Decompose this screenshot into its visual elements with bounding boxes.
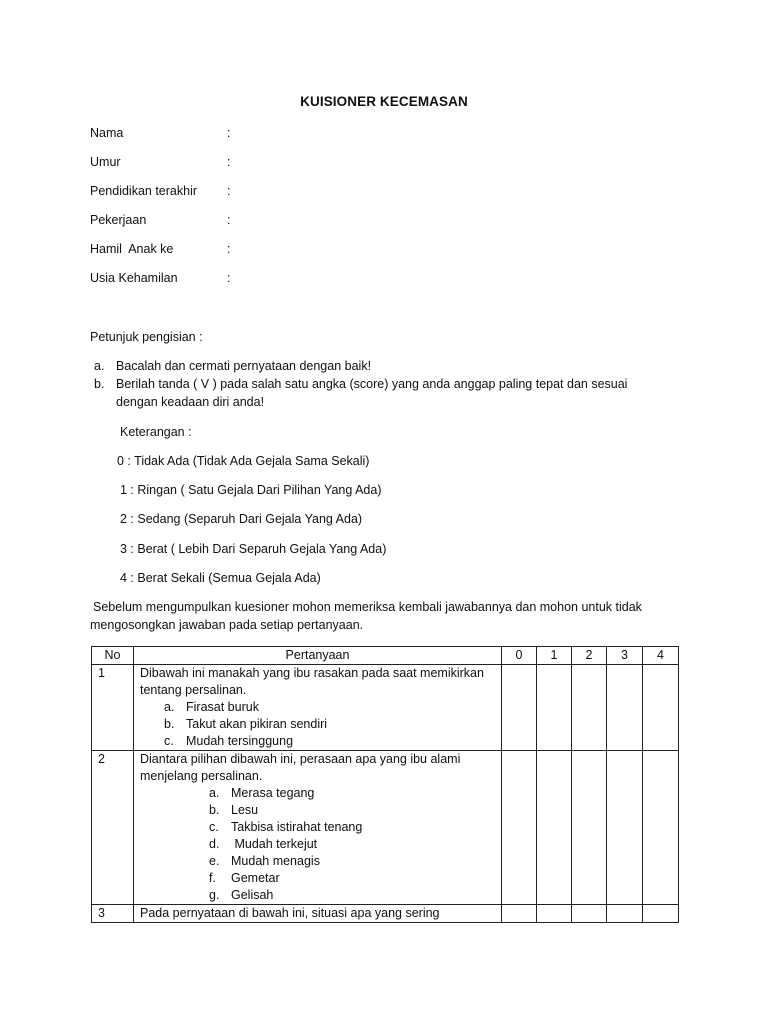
header-score-3: 3: [607, 647, 643, 665]
question-cell: [134, 905, 502, 923]
score-cell-0[interactable]: [502, 905, 537, 923]
field-colon: :: [227, 184, 231, 198]
row-number: 3: [92, 905, 134, 923]
instruction-text: Bacalah dan cermati pernyataan dengan baik!: [116, 359, 372, 373]
score-cell-3[interactable]: [607, 905, 643, 923]
option-text: Gemetar: [231, 871, 280, 885]
instruction-marker: a.: [94, 359, 105, 373]
legend-item-3: 3 : Berat ( Lebih Dari Separuh Gejala Yang Ada): [120, 542, 387, 556]
option-marker: e.: [209, 854, 220, 868]
table-row: [92, 905, 679, 923]
score-cell-1[interactable]: [537, 665, 572, 751]
option-item: [209, 819, 495, 836]
legend-heading: Keterangan :: [120, 425, 192, 439]
field-colon: :: [227, 271, 231, 285]
question-text: Diantara pilihan dibawah ini, perasaan apa yang ibu alami menjelang persalinan.: [140, 752, 461, 783]
header-score-1: 1: [537, 647, 572, 665]
field-pekerjaan: [90, 211, 230, 229]
field-colon: :: [227, 126, 231, 140]
question-text: Dibawah ini manakah yang ibu rasakan pada saat memikirkan tentang persalinan.: [140, 666, 484, 697]
score-cell-0[interactable]: [502, 751, 537, 905]
question-text: Pada pernyataan di bawah ini, situasi apa yang sering: [140, 906, 440, 920]
header-no: No: [92, 647, 134, 665]
option-item: [209, 870, 495, 887]
table-header-row: [92, 647, 679, 665]
instruction-item: [94, 357, 676, 375]
option-item: [209, 802, 495, 819]
question-cell: [134, 751, 502, 905]
option-text: Mudah terkejut: [231, 837, 318, 851]
instruction-text: Berilah tanda ( V ) pada salah satu angka (score) yang anda anggap paling tepat dan sesuai dengan keadaan diri anda!: [116, 377, 628, 409]
option-marker: f.: [209, 871, 216, 885]
header-score-4: 4: [643, 647, 679, 665]
option-item: [209, 887, 495, 904]
option-text: Merasa tegang: [231, 786, 315, 800]
option-text: Mudah menagis: [231, 854, 320, 868]
instruction-item: [94, 375, 671, 411]
option-item: [209, 785, 495, 802]
instructions-heading: Petunjuk pengisian :: [90, 330, 203, 344]
option-marker: g.: [209, 888, 220, 902]
header-pertanyaan: Pertanyaan: [134, 647, 502, 665]
field-label: Nama: [90, 126, 124, 140]
submission-note: Sebelum mengumpulkan kuesioner mohon memeriksa kembali jawabannya dan mohon untuk tidak mengosongkan jawaban pada setiap pertanyaan.: [90, 600, 642, 632]
field-colon: :: [227, 242, 231, 256]
legend-item-0: 0 : Tidak Ada (Tidak Ada Gejala Sama Sekali): [117, 454, 370, 468]
field-label: Pekerjaan: [90, 213, 147, 227]
score-cell-1[interactable]: [537, 751, 572, 905]
field-colon: :: [227, 155, 231, 169]
field-label: Pendidikan terakhir: [90, 184, 198, 198]
option-item: [209, 853, 495, 870]
option-marker: a.: [164, 700, 175, 714]
instruction-marker: b.: [94, 377, 105, 391]
option-list: [140, 699, 495, 750]
option-text: Firasat buruk: [186, 700, 259, 714]
field-label: Umur: [90, 155, 121, 169]
field-label: Usia Kehamilan: [90, 271, 178, 285]
option-marker: b.: [209, 803, 220, 817]
header-score-2: 2: [572, 647, 607, 665]
option-text: Takbisa istirahat tenang: [231, 820, 363, 834]
field-nama: [90, 124, 230, 142]
field-pendidikan: [90, 182, 230, 200]
table-row: [92, 665, 679, 751]
score-cell-3[interactable]: [607, 751, 643, 905]
field-umur: [90, 153, 230, 171]
document-title: KUISIONER KECEMASAN: [300, 94, 468, 109]
legend-item-4: 4 : Berat Sekali (Semua Gejala Ada): [120, 571, 321, 585]
legend-item-2: 2 : Sedang (Separuh Dari Gejala Yang Ada): [120, 512, 363, 526]
option-list: [140, 785, 495, 904]
option-marker: c.: [209, 820, 219, 834]
option-marker: b.: [164, 717, 175, 731]
row-number: 2: [92, 751, 134, 905]
score-cell-4[interactable]: [643, 665, 679, 751]
row-number: 1: [92, 665, 134, 751]
field-colon: :: [227, 213, 231, 227]
score-cell-2[interactable]: [572, 751, 607, 905]
field-label: Hamil Anak ke: [90, 242, 174, 256]
option-item: [164, 733, 495, 750]
score-cell-4[interactable]: [643, 905, 679, 923]
score-cell-4[interactable]: [643, 751, 679, 905]
legend-item-1: 1 : Ringan ( Satu Gejala Dari Pilihan Yang Ada): [120, 483, 382, 497]
option-text: Takut akan pikiran sendiri: [186, 717, 328, 731]
score-cell-0[interactable]: [502, 665, 537, 751]
option-marker: a.: [209, 786, 220, 800]
option-text: Mudah tersinggung: [186, 734, 294, 748]
header-score-0: 0: [502, 647, 537, 665]
questionnaire-table: [91, 646, 679, 923]
field-usia-kehamilan: [90, 269, 230, 287]
option-text: Gelisah: [231, 888, 274, 902]
option-text: Lesu: [231, 803, 259, 817]
option-item: [209, 836, 495, 853]
question-cell: [134, 665, 502, 751]
score-cell-2[interactable]: [572, 665, 607, 751]
score-cell-1[interactable]: [537, 905, 572, 923]
option-marker: c.: [164, 734, 174, 748]
table-row: [92, 751, 679, 905]
option-marker: d.: [209, 837, 220, 851]
option-item: [164, 716, 495, 733]
option-item: [164, 699, 495, 716]
score-cell-3[interactable]: [607, 665, 643, 751]
score-cell-2[interactable]: [572, 905, 607, 923]
field-hamil-anak-ke: [90, 240, 230, 258]
